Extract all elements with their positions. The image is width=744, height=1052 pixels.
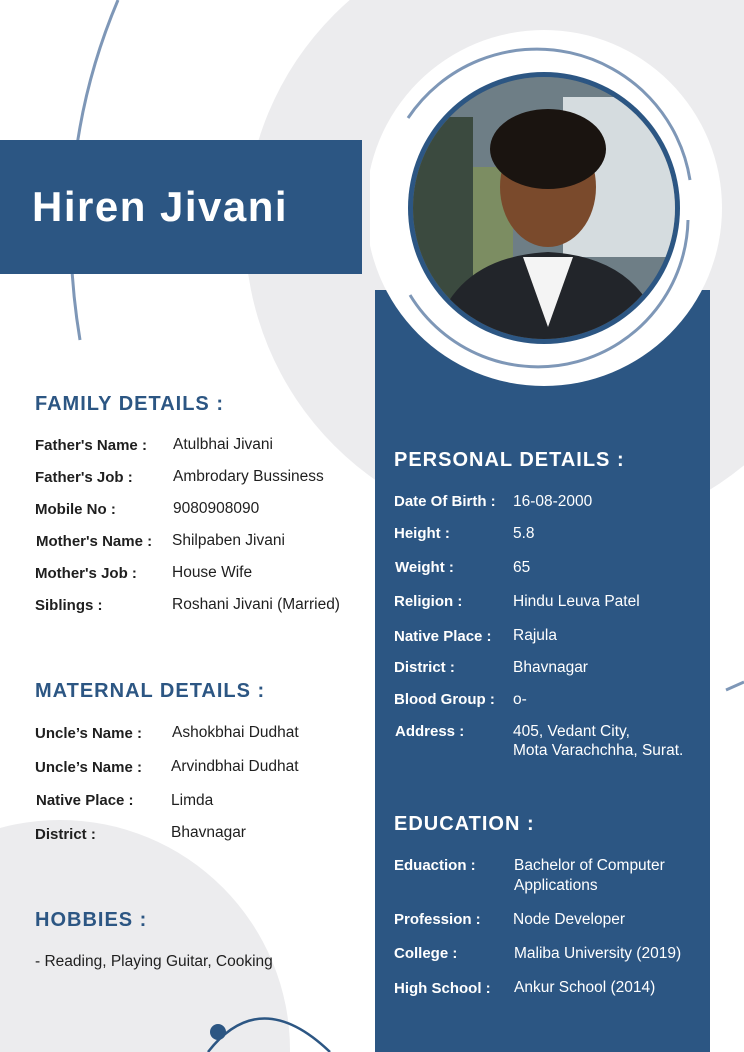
education-value: Maliba University (2019) — [514, 945, 682, 962]
maternal-value: Ashokbhai Dudhat — [172, 724, 299, 741]
family-label: Mother's Job : — [35, 565, 137, 582]
family-label: Siblings : — [35, 597, 103, 614]
education-value: Ankur School (2014) — [514, 979, 656, 996]
personal-value: Rajula — [513, 627, 557, 644]
bg-dot-bottom — [210, 1024, 226, 1040]
education-title: EDUCATION : — [394, 813, 535, 835]
education-label: Profession : — [394, 911, 481, 928]
personal-label: Date Of Birth : — [394, 493, 496, 510]
personal-label: Native Place : — [394, 628, 492, 645]
personal-value: Hindu Leuva Patel — [513, 593, 640, 610]
personal-value: 16-08-2000 — [513, 493, 593, 510]
maternal-details-title: MATERNAL DETAILS : — [35, 680, 266, 702]
personal-label: Blood Group : — [394, 691, 495, 708]
personal-details-title: PERSONAL DETAILS : — [394, 449, 625, 471]
education-label: High School : — [394, 980, 491, 997]
personal-value: Bhavnagar — [513, 659, 588, 676]
personal-label: Weight : — [395, 559, 454, 576]
address-value-line-2: Mota Varachchha, Surat. — [513, 742, 684, 759]
education-value-line-1: Bachelor of Computer — [514, 857, 665, 874]
personal-value: 65 — [513, 559, 531, 576]
personal-value: 5.8 — [513, 525, 535, 542]
maternal-label: Uncle’s Name : — [35, 759, 142, 776]
family-value: Shilpaben Jivani — [172, 532, 285, 549]
family-value: 9080908090 — [173, 500, 260, 517]
education-value: Node Developer — [513, 911, 626, 928]
maternal-value: Bhavnagar — [171, 824, 246, 841]
personal-label: Height : — [394, 525, 450, 542]
personal-value: o- — [513, 691, 527, 708]
family-value: Atulbhai Jivani — [173, 436, 273, 453]
maternal-value: Arvindbhai Dudhat — [171, 758, 299, 775]
hobbies-title: HOBBIES : — [35, 909, 148, 931]
family-label: Father's Job : — [35, 469, 133, 486]
family-label: Father's Name : — [35, 437, 147, 454]
family-details-title: FAMILY DETAILS : — [35, 393, 224, 415]
bg-circle-bottom-left — [0, 820, 290, 1052]
family-label: Mother's Name : — [36, 533, 153, 550]
maternal-label: District : — [35, 826, 96, 843]
personal-label: Religion : — [394, 593, 463, 610]
personal-label: District : — [394, 659, 455, 676]
maternal-label: Uncle’s Name : — [35, 725, 142, 742]
education-label: Eduaction : — [394, 857, 476, 874]
family-value: Ambrodary Bussiness — [173, 468, 324, 485]
personal-label: Address : — [395, 723, 465, 740]
address-value-line-1: 405, Vedant City, — [513, 723, 630, 740]
family-value: Roshani Jivani (Married) — [172, 596, 340, 613]
family-label: Mobile No : — [35, 501, 116, 518]
education-label: College : — [394, 945, 458, 962]
profile-photo — [413, 77, 675, 339]
maternal-label: Native Place : — [36, 792, 134, 809]
hobbies-text: - Reading, Playing Guitar, Cooking — [35, 953, 273, 970]
family-value: House Wife — [172, 564, 253, 581]
profile-photo-frame — [408, 72, 680, 344]
maternal-value: Limda — [171, 792, 214, 809]
candidate-name: Hiren Jivani — [32, 183, 289, 230]
bg-arc-right — [726, 682, 744, 690]
education-value-line-2: Applications — [514, 877, 598, 894]
